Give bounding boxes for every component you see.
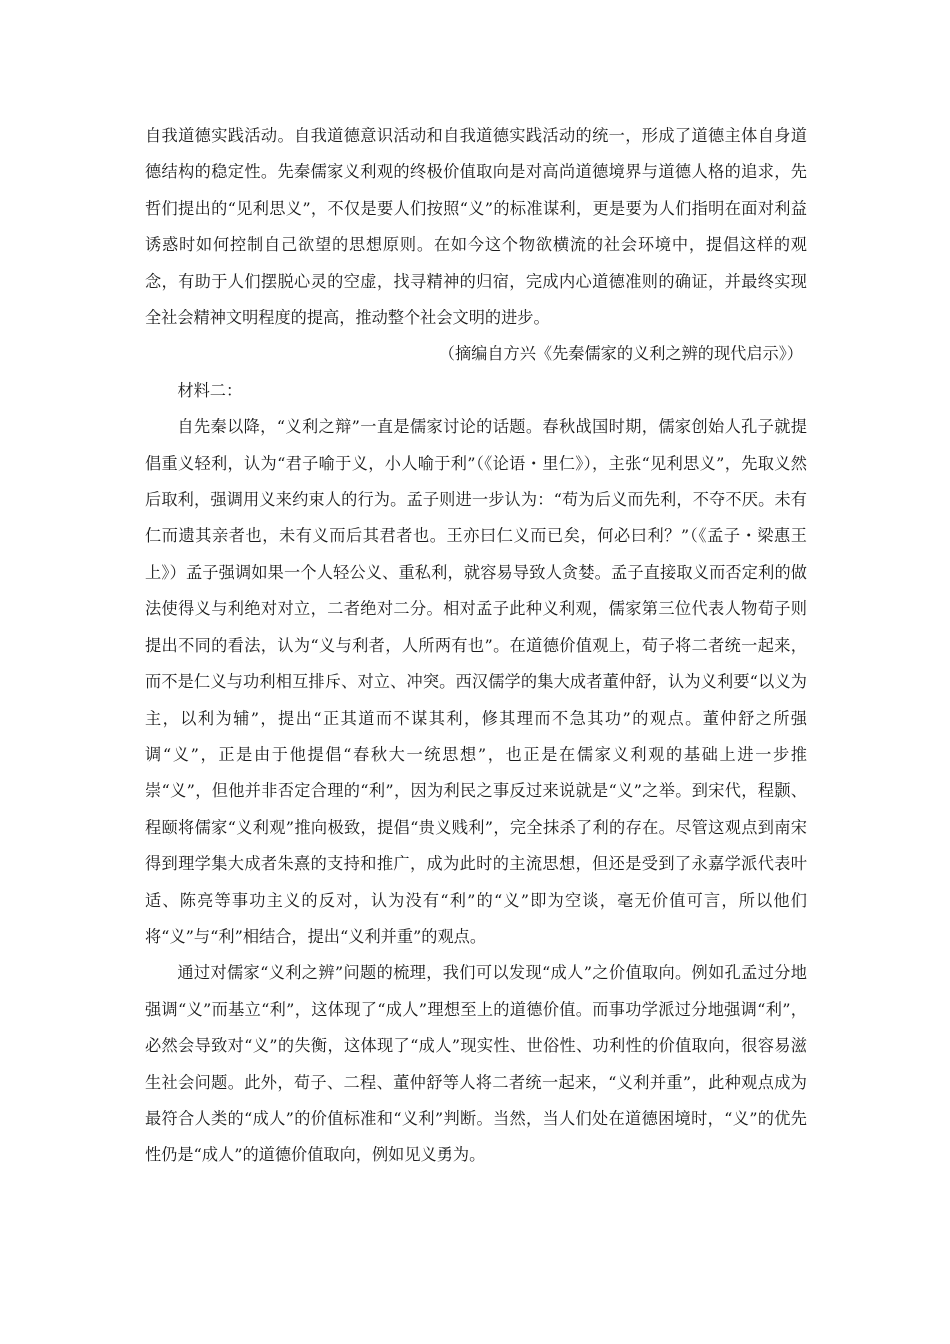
document-body	[145, 118, 807, 1174]
paragraph-chengren-value: 通过对儒家“义利之辨”问题的梳理，我们可以发现“成人”之价值取向。例如孔孟过分地强调“义”而基立“利”，这体现了“成人”理想至上的道德价值。而事功学派过分地强调“利”，必然会导致对“义”的失衡，这体现了“成人”现实性、世俗性、功利性的价值取向，很容易滋生社会问题。此外，荀子、二程、董仲舒等人将二者统一起来，“义利并重”，此种观点成为最符合人类的“成人”的价值标准和“义利”判断。当然，当人们处在道德困境时，“义”的优先性仍是“成人”的道德价值取向，例如见义勇为。	[145, 963, 807, 1165]
paragraph-yi-li-debate: 自先秦以降，“义利之辩”一直是儒家讨论的话题。春秋战国时期，儒家创始人孔子就提倡重义轻利，认为“君子喻于义，小人喻于利”（《论语・里仁》），主张“见利思义”，先取义然后取利，强调用义来约束人的行为。孟子则进一步认为：“苟为后义而先利，不夺不厌。未有仁而遗其亲者也，未有义而后其君者也。王亦曰仁义而已矣，何必曰利？”（《孟子・梁惠王上》）孟子强调如果一个人轻公义、重私利，就容易导致人贪婪。孟子直接取义而否定利的做法使得义与利绝对对立，二者绝对二分。相对孟子此种义利观，儒家第三位代表人物荀子则提出不同的看法，认为“义与利者，人所两有也”。在道德价值观上，荀子将二者统一起来，而不是仁义与功利相互排斥、对立、冲突。西汉儒学的集大成者董仲舒，认为义利要“以义为主，以利为辅”，提出“正其道而不谋其利，修其理而不急其功”的观点。董仲舒之所强调“义”，正是由于他提倡“春秋大一统思想”，也正是在儒家义利观的基础上进一步推崇“义”，但他并非否定合理的“利”，因为利民之事反过来说就是“义”之举。到宋代，程颢、程颐将儒家“义利观”推向极致，提倡“贵义贱利”，完全抹杀了利的存在。尽管这观点到南宋得到理学集大成者朱熹的支持和推广，成为此时的主流思想，但还是受到了永嘉学派代表叶适、陈亮等事功主义的反对，认为没有“利”的“义”即为空谈，毫无价值可言，所以他们将“义”与“利”相结合，提出“义利并重”的观点。	[145, 417, 807, 946]
source-citation: （摘编自方兴《先秦儒家的义利之辨的现代启示》）	[438, 344, 803, 364]
paragraph-continued: 自我道德实践活动。自我道德意识活动和自我道德实践活动的统一，形成了道德主体自身道德结构的稳定性。先秦儒家义利观的终极价值取向是对高尚道德境界与道德人格的追求，先哲们提出的“见利思义”，不仅是要人们按照“义”的标准谋利，更是要为人们指明在面对利益诱惑时如何控制自己欲望的思想原则。在如今这个物欲横流的社会环境中，提倡这样的观念，有助于人们摆脱心灵的空虚，找寻精神的归宿，完成内心道德准则的确证，并最终实现全社会精神文明程度的提高，推动整个社会文明的进步。	[145, 126, 807, 328]
material-two-label: 材料二：	[177, 380, 243, 400]
